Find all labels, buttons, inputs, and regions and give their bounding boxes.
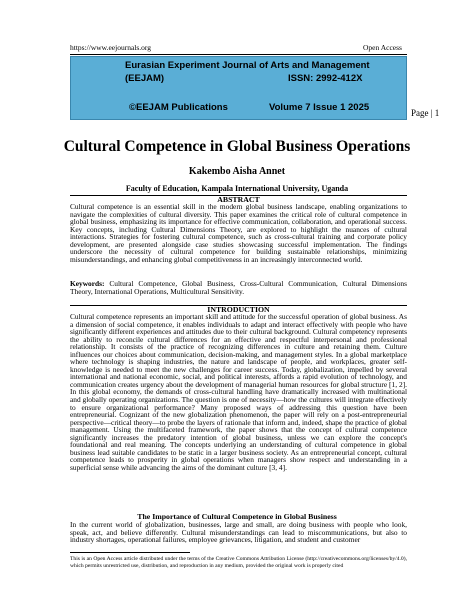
subsection-heading: The Importance of Cultural Competence in Global Business (137, 512, 337, 521)
introduction-body: Cultural competence represents an important skill and attitude for the successful operation of global business. As a dimension of social competence, it enables individuals to adapt and interact effectively with people who have significantly different experiences and attitudes due to their cultural background. Cultural competency represents the ability to reconcile cultural differences for an effective and respectful interpersonal and professional relationship. It consists of the practice of recognizing differences in culture and retaining them. Culture influences our choices about communication, decision-making, and management styles. In a global marketplace where technology is shaping industries, the nature and landscape of people, and workplaces, greater self-knowledge is needed to meet the new challenges for career success. Today, globalization, impelled by several international and national economic, social, and political interests, affords a rapid evolution of technology, and communication creates urgency about the development of managerial human resources for global structure [1, 2]. In this global economy, the demands of cross-cultural handling have dramatically increased with multinational and globally operating organizations. The question is one of necessity—how the cultures will integrate effectively to ensure organizational performance? Many proposed ways of addressing this question have been entrepreneurial. Cognizant of the new globalization phenomenon, the paper will rely on a post-entrepreneurial perspective—critical theory—to probe the layers of rationale that inform and, indeed, shape the practice of global management. Using the multifaceted framework, the paper shows that the concept of cultural competence significantly increases the predatory intention of global business, unless we can explore the concept's foundational and real meaning. The concepts underlying an understanding of cultural competence in global business lead suitable candidates to be static in a larger business society. As an entrepreneurial concept, cultural competence leads to prosperity in global operations when managers show respect and understanding in a superficial sense while advancing the aims of the dominant culture [3, 4]. (70, 312, 407, 472)
journal-abbreviation: (EEJAM) (125, 73, 165, 84)
abstract-body: Cultural competence is an essential skill in the modern global business landscape, enabling organizations to navigate the complexities of cultural diversity. This paper examines the critical role of cultural competence in global business, emphasizing its importance for effective communication, collaboration, and operational success. Key concepts, including Cultural Dimensions Theory, are explored to highlight the nuances of cultural interactions. Strategies for fostering cultural competence, such as cross-cultural training and corporate policy development, are presented alongside case studies showcasing successful implementation. The findings underscore the necessity of cultural competence for building sustainable relationships, minimizing misunderstandings, and enhancing global competitiveness in an increasingly interconnected world. (70, 202, 407, 264)
keywords-paragraph (70, 280, 407, 295)
license-footnote: This is an Open Access article distributed under the terms of the Creative Commons Attribution License (http://creativecommons.org/licenses/by/4.0), which permits unrestricted use, distribution, and reproduction in any medium, provided the original work is properly cited (70, 556, 407, 569)
author-affiliation: Faculty of Education, Kampala International University, Uganda (125, 184, 349, 193)
paper-title: Cultural Competence in Global Business Operations (63, 138, 411, 155)
introduction-heading: INTRODUCTION (70, 305, 407, 314)
footnote-divider (70, 552, 190, 553)
author-name: Kakembo Aisha Annet (188, 166, 286, 177)
journal-banner (70, 56, 407, 120)
journal-title: Eurasian Experiment Journal of Arts and Management (125, 60, 370, 71)
keywords-list: Cultural Competence, Global Business, Cross-Cultural Communication, Cultural Dimensions Theory, International Operations, Multicultural Sensitivity. (70, 279, 407, 296)
journal-publisher: ©EEJAM Publications (129, 102, 228, 113)
header-divider (70, 54, 407, 55)
abstract-heading: ABSTRACT (70, 195, 407, 204)
journal-issn: ISSN: 2992-412X (288, 73, 363, 84)
keywords-label: Keywords: (70, 279, 105, 288)
page-number: Page | 1 (411, 108, 440, 118)
open-access-label: Open Access (363, 43, 402, 52)
journal-url[interactable]: https://www.eejournals.org (70, 43, 152, 52)
volume-issue: Volume 7 Issue 1 2025 (269, 102, 370, 113)
subsection-body: In the current world of globalization, businesses, large and small, are doing business with people who look, speak, act, and believe differently. Cultural misunderstandings can lead to miscommunications, but also to industry shortages, operational failures, employee grievances, litigation, and student and customer (70, 520, 407, 545)
